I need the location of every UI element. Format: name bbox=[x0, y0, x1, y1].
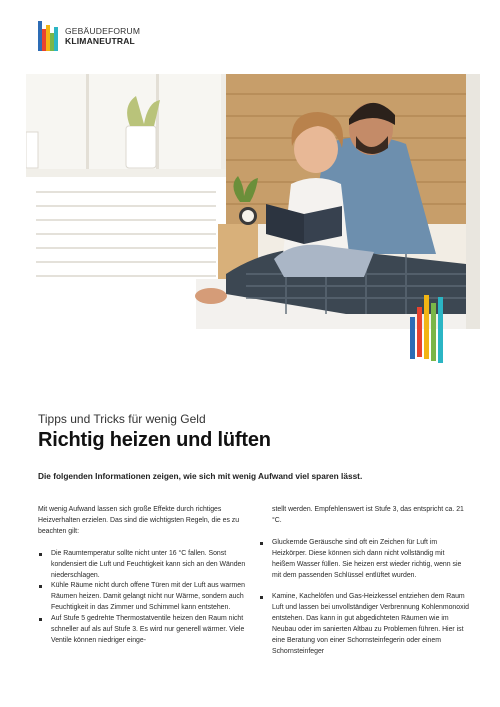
list-item: Die Raumtemperatur sollte nicht unter 16 °C fallen. Sonst kondensiert die Luft und Feuchtigkeit kann sich an den Wänden niederschlagen. bbox=[38, 549, 248, 582]
list-item: Gluckernde Geräusche sind oft ein Zeichen für Luft im Heizkörper. Diese können sich dann nicht vollständig mit heißem Wasser füllen. Sie heizen erst wieder richtig, wenn sie mit dem passenden Schlüssel entlüftet wurden. bbox=[259, 538, 469, 582]
lead-text: Die folgenden Informationen zeigen, wie sich mit wenig Aufwand viel sparen lässt. bbox=[38, 471, 363, 481]
accent-bar bbox=[417, 307, 422, 357]
tips-list bbox=[38, 549, 248, 647]
list-item: Kühle Räume nicht durch offene Türen mit der Luft aus warmen Räumen heizen. Damit gelangt nicht nur Wärme, sondern auch Feuchtigkeit in das Zimmer und Schimmel kann entstehen. bbox=[38, 581, 248, 614]
logo-bars-icon bbox=[38, 21, 58, 51]
tips-list bbox=[259, 538, 469, 658]
logo-line2: KLIMANEUTRAL bbox=[65, 36, 135, 46]
list-item-continuation: stellt werden. Empfehlenswert ist Stufe 3, das entspricht ca. 21 °C. bbox=[272, 506, 464, 524]
photo-credit: © shutterstock / Evgeny Atamanenko bbox=[6, 215, 13, 326]
logo-bar bbox=[54, 27, 58, 51]
accent-bars-icon bbox=[410, 295, 444, 363]
list-item: Kamine, Kachelöfen und Gas-Heizkessel entziehen dem Raum Luft und lassen bei unvollständiger Verbrennung Kohlenmonoxid entstehen. Das kann in gut abgedichteten Räumen wie im Neubau oder im sanierten Altbau zu Problemen führen. Hier ist eine Beratung von einer Schornsteinfegerin oder einem Schornsteinfeger bbox=[259, 592, 469, 657]
text-column-left bbox=[38, 505, 248, 647]
hero-photo bbox=[26, 74, 480, 329]
list-item: Auf Stufe 5 gedrehte Thermostatventile heizen den Raum nicht schneller auf als auf Stufe 3. Es wird nur generell wärmer. Viele Ventile können niedriger einge- bbox=[38, 614, 248, 647]
logo-line1: GEBÄUDEFORUM bbox=[65, 26, 141, 36]
kicker: Tipps und Tricks für wenig Geld bbox=[38, 412, 206, 426]
accent-bar bbox=[410, 317, 415, 359]
page-title: Richtig heizen und lüften bbox=[38, 429, 271, 451]
text-column-right bbox=[259, 505, 469, 658]
accent-bar bbox=[424, 295, 429, 359]
accent-bar bbox=[438, 297, 443, 363]
brand-logo bbox=[38, 21, 140, 51]
intro-paragraph: Mit wenig Aufwand lassen sich große Effekte durch richtiges Heizverhalten erzielen. Das sind die wichtigsten Regeln, die es zu beachten gilt: bbox=[38, 506, 240, 535]
accent-bar bbox=[431, 303, 436, 361]
